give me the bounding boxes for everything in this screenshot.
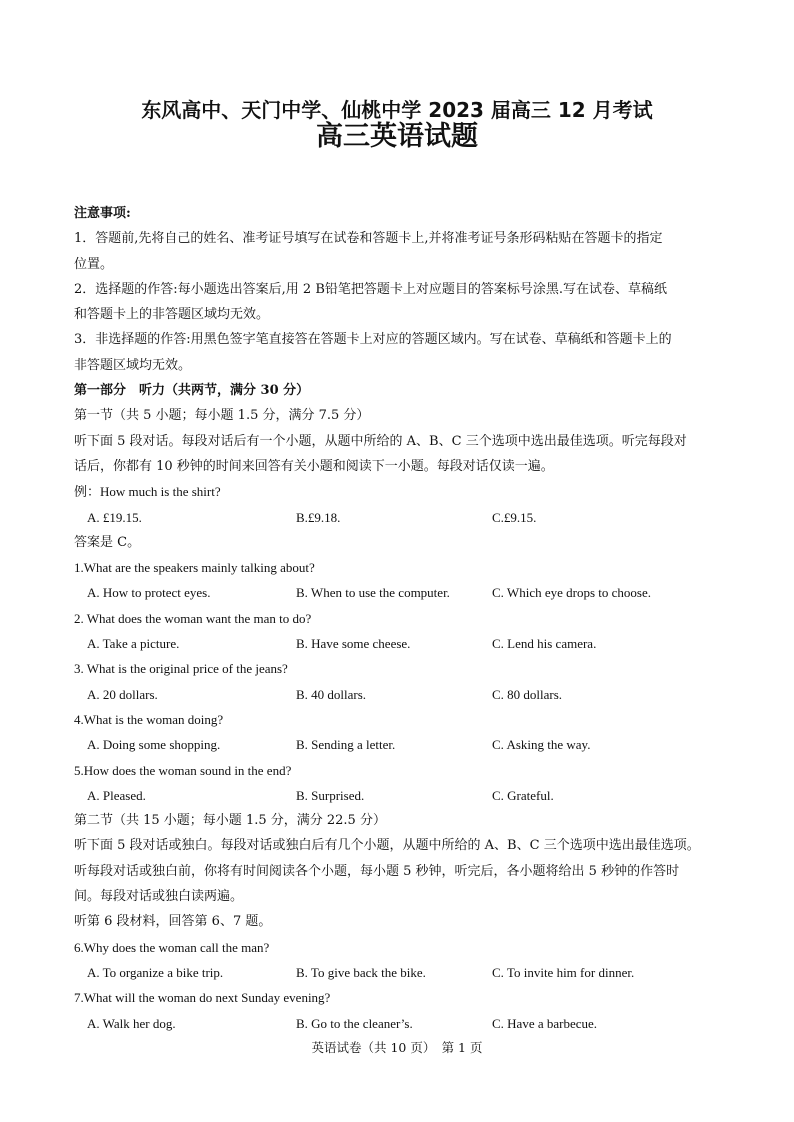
option-b: B. When to use the computer. <box>296 585 450 601</box>
page-footer: 英语试卷（共 10 页） 第 1 页 <box>311 1040 483 1055</box>
option-c: C. Which eye drops to choose. <box>492 585 651 601</box>
section2-instruction: 听每段对话或独白前，你将有时间阅读各个小题，每小题 5 秒钟，听完后，各小题将给出 5 秒钟的作答时 <box>74 863 680 879</box>
option-c: C. To invite him for dinner. <box>492 964 635 980</box>
section1-instruction: 话后，你都有 10 秒钟的时间来回答有关小题和阅读下一小题。每段对话仅读一遍。 <box>74 458 554 474</box>
notice-line: 2．选择题的作答:每小题选出答案后,用 2 B铅笔把答题卡上对应题目的答案标号涂黑.写在试卷、草稿纸 <box>74 281 668 297</box>
option-a: A. Doing some shopping. <box>87 737 221 753</box>
option-c: C. Have a barbecue. <box>492 1015 598 1031</box>
section2-instruction: 听下面 5 段对话或独白。每段对话或独白后有几个小题，从题中所给的 A、B、C 三个选项中选出最佳选项。 <box>74 838 700 854</box>
option-a: A. To organize a bike trip. <box>87 964 224 980</box>
section1-heading: 第一节（共 5 小题；每小题 1.5 分，满分 7.5 分） <box>74 408 370 424</box>
option-a: A. Pleased. <box>87 787 146 803</box>
option-c: C. Asking the way. <box>492 737 591 753</box>
exam-subject-title: 高三英语试题 <box>316 121 478 152</box>
option-c: C.£9.15. <box>492 509 537 525</box>
option-c: C. Grateful. <box>492 787 554 803</box>
exam-header-title: 东风高中、天门中学、仙桃中学 2023 届高三 12 月考试 <box>141 98 653 122</box>
section1-instruction: 听下面 5 段对话。每段对话后有一个小题，从题中所给的 A、B、C 三个选项中选出最佳选项。听完每段对 <box>74 433 687 449</box>
question-3-options <box>74 682 724 707</box>
question-4: 4.What is the woman doing? <box>74 711 224 727</box>
example-answer: 答案是 C。 <box>74 534 141 550</box>
question-5-options <box>74 783 724 808</box>
question-5: 5.How does the woman sound in the end? <box>74 762 292 778</box>
question-1-options <box>74 580 724 605</box>
notice-line: 和答题卡上的非答题区域均无效。 <box>74 307 270 323</box>
option-a: A. 20 dollars. <box>87 686 158 702</box>
notice-line: 非答题区域均无效。 <box>74 357 192 373</box>
option-a: A. £19.15. <box>87 509 142 525</box>
exam-body <box>74 201 724 1036</box>
question-4-options <box>74 732 724 757</box>
notice-line: 1．答题前,先将自己的姓名、准考证号填写在试卷和答题卡上,并将准考证号条形码粘贴在答题卡的指定 <box>74 231 663 247</box>
question-6-options <box>74 960 724 985</box>
question-3: 3. What is the original price of the jeans? <box>74 661 288 677</box>
question-1: 1.What are the speakers mainly talking about? <box>74 560 315 576</box>
option-b: B. Surprised. <box>296 787 365 803</box>
option-c: C. 80 dollars. <box>492 686 563 702</box>
section2-heading: 第二节（共 15 小题；每小题 1.5 分，满分 22.5 分） <box>74 813 386 829</box>
part1-heading: 第一部分 听力（共两节，满分 30 分） <box>74 383 310 399</box>
notice-line: 位置。 <box>74 256 114 272</box>
option-c: C. Lend his camera. <box>492 636 597 652</box>
question-7: 7.What will the woman do next Sunday evening? <box>74 990 331 1006</box>
option-b: B. 40 dollars. <box>296 686 367 702</box>
option-b: B.£9.18. <box>296 509 341 525</box>
notice-heading: 注意事项: <box>74 206 131 221</box>
question-6: 6.Why does the woman call the man? <box>74 939 270 955</box>
option-a: A. Walk her dog. <box>87 1015 176 1031</box>
example-question: 例：How much is the shirt? <box>74 484 221 500</box>
option-b: B. Sending a letter. <box>296 737 396 753</box>
question-7-options <box>74 1011 724 1036</box>
example-options <box>74 505 724 530</box>
question-2: 2. What does the woman want the man to do? <box>74 610 312 626</box>
option-b: B. Go to the cleaner’s. <box>296 1015 413 1031</box>
option-a: A. How to protect eyes. <box>87 585 211 601</box>
option-b: B. To give back the bike. <box>296 964 426 980</box>
option-b: B. Have some cheese. <box>296 636 411 652</box>
material-note: 听第 6 段材料，回答第 6、7 题。 <box>74 914 272 930</box>
notice-line: 3．非选择题的作答:用黑色签字笔直接答在答题卡上对应的答题区域内。写在试卷、草稿纸和答题卡上的 <box>74 332 672 348</box>
question-2-options <box>74 631 724 656</box>
option-a: A. Take a picture. <box>87 636 180 652</box>
section2-instruction: 间。每段对话或独白读两遍。 <box>74 889 244 905</box>
